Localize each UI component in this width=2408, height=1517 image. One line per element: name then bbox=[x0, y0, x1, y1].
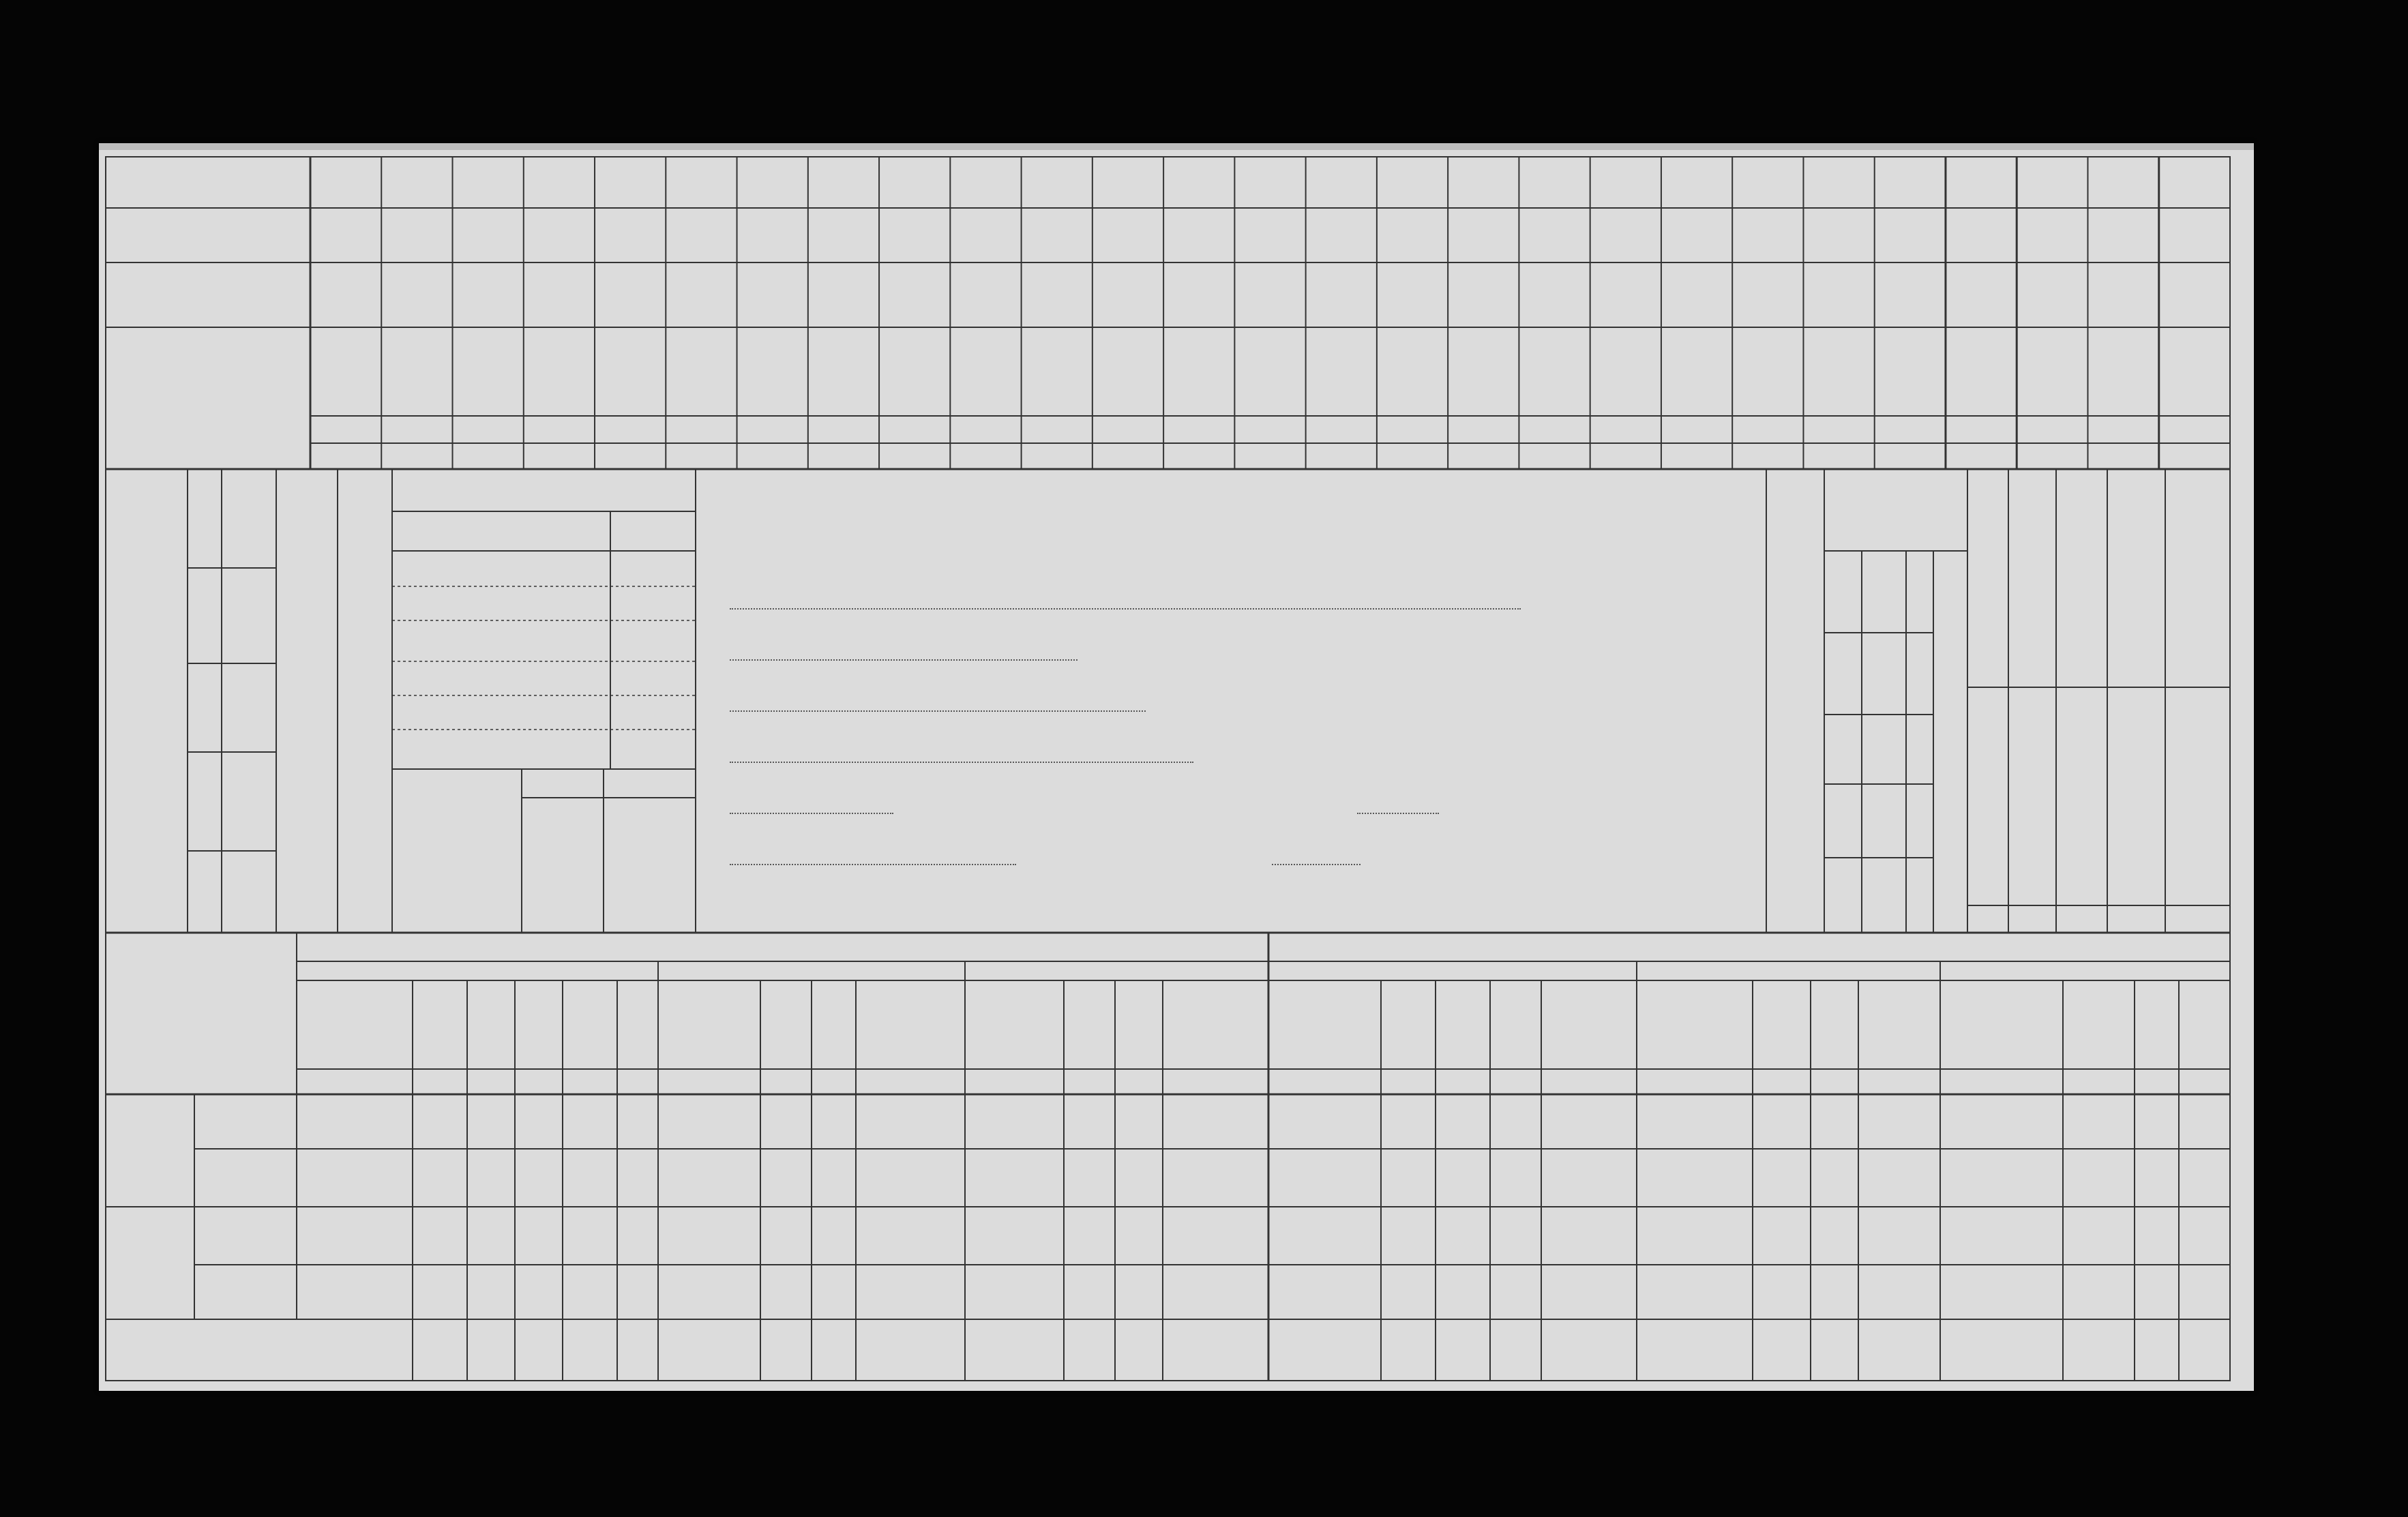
crop-header bbox=[383, 329, 451, 415]
lease-header bbox=[1437, 982, 1489, 1068]
lease-header bbox=[659, 982, 759, 1068]
question-5 bbox=[730, 798, 893, 819]
population-label bbox=[1863, 785, 1905, 856]
population-label bbox=[1863, 859, 1905, 931]
population-number bbox=[1906, 552, 1933, 631]
crop-header bbox=[1094, 329, 1162, 415]
crop-header bbox=[951, 329, 1020, 415]
livestock-label bbox=[223, 666, 275, 749]
crop-header bbox=[1236, 329, 1304, 415]
lease-header bbox=[516, 982, 561, 1068]
crop-header bbox=[2160, 329, 2229, 415]
crop-header bbox=[1734, 329, 1802, 415]
population-label bbox=[1863, 552, 1905, 631]
lease-header bbox=[1812, 982, 1857, 1068]
label-population bbox=[1770, 472, 1822, 930]
crop-header bbox=[525, 329, 593, 415]
crop-header bbox=[1592, 329, 1660, 415]
lease-header bbox=[966, 982, 1062, 1068]
crop-header bbox=[667, 329, 735, 415]
lease-header bbox=[1491, 982, 1540, 1068]
lease-header bbox=[2136, 982, 2177, 1068]
workers-header-bottom bbox=[1969, 825, 2007, 903]
question-2 bbox=[730, 644, 1077, 665]
label-nadelnye bbox=[107, 1096, 148, 1205]
crop-header bbox=[1947, 329, 2015, 415]
crop-header bbox=[1876, 329, 1944, 415]
lease-header bbox=[762, 982, 810, 1068]
question-3 bbox=[730, 695, 1146, 717]
label-vne-nadelnye bbox=[107, 1208, 148, 1317]
livestock-label bbox=[223, 571, 275, 661]
lease-header bbox=[1638, 982, 1751, 1068]
livestock-label bbox=[223, 755, 275, 848]
lease-header bbox=[1116, 982, 1161, 1068]
question-5b bbox=[1357, 798, 1439, 819]
livestock-number bbox=[189, 755, 220, 848]
lease-header bbox=[1270, 982, 1380, 1068]
lease-header bbox=[2064, 982, 2133, 1068]
lease-header bbox=[1065, 982, 1114, 1068]
livestock-number bbox=[189, 571, 220, 661]
label-muzhchiny bbox=[1824, 784, 1862, 931]
population-label bbox=[1863, 716, 1905, 783]
lease-header bbox=[469, 982, 514, 1068]
crop-header bbox=[739, 329, 807, 415]
question-4 bbox=[730, 747, 1193, 768]
workers-header-bottom bbox=[2167, 825, 2229, 903]
population-label bbox=[1863, 634, 1905, 713]
question-1b bbox=[730, 593, 1521, 614]
population-number bbox=[1906, 716, 1933, 783]
crop-header bbox=[809, 329, 878, 415]
workers-header-top bbox=[2057, 472, 2106, 685]
crop-header bbox=[596, 329, 664, 415]
crop-header bbox=[1165, 329, 1233, 415]
lease-header bbox=[1754, 982, 1809, 1068]
workers-header-bottom bbox=[2010, 825, 2055, 903]
label-zhenshchiny bbox=[1824, 633, 1862, 784]
population-number bbox=[1906, 859, 1933, 931]
population-number bbox=[1906, 785, 1933, 856]
lease-header bbox=[1942, 982, 2062, 1068]
lease-header bbox=[414, 982, 466, 1068]
workers-header-top bbox=[2109, 472, 2164, 685]
label-hired-workers bbox=[344, 470, 385, 931]
crop-header bbox=[1804, 329, 1873, 415]
crop-header bbox=[312, 329, 380, 415]
livestock-number bbox=[189, 854, 220, 930]
workers-header-top bbox=[1969, 472, 2007, 685]
crop-header bbox=[1449, 329, 1517, 415]
livestock-label bbox=[223, 472, 275, 565]
crop-header bbox=[1520, 329, 1588, 415]
question-6 bbox=[730, 849, 1016, 870]
workers-header-bottom bbox=[2109, 825, 2164, 903]
workers-header-top bbox=[2010, 472, 2055, 685]
workers-header-bottom bbox=[2057, 825, 2106, 903]
crop-header bbox=[1378, 329, 1446, 415]
workers-header-top bbox=[2167, 472, 2229, 685]
crop-header bbox=[2018, 329, 2086, 415]
crop-header bbox=[2089, 329, 2157, 415]
lease-header bbox=[1382, 982, 1434, 1068]
livestock-number bbox=[189, 472, 220, 565]
census-card bbox=[99, 143, 2254, 1391]
crop-header bbox=[454, 329, 522, 415]
question-6b bbox=[1272, 849, 1361, 870]
population-number bbox=[1906, 634, 1933, 713]
crop-header bbox=[880, 329, 949, 415]
lease-header bbox=[564, 982, 616, 1068]
livestock-number bbox=[189, 666, 220, 749]
crop-header bbox=[1663, 329, 1731, 415]
crop-header bbox=[1023, 329, 1091, 415]
crop-header bbox=[1307, 329, 1376, 415]
lease-header bbox=[813, 982, 854, 1068]
